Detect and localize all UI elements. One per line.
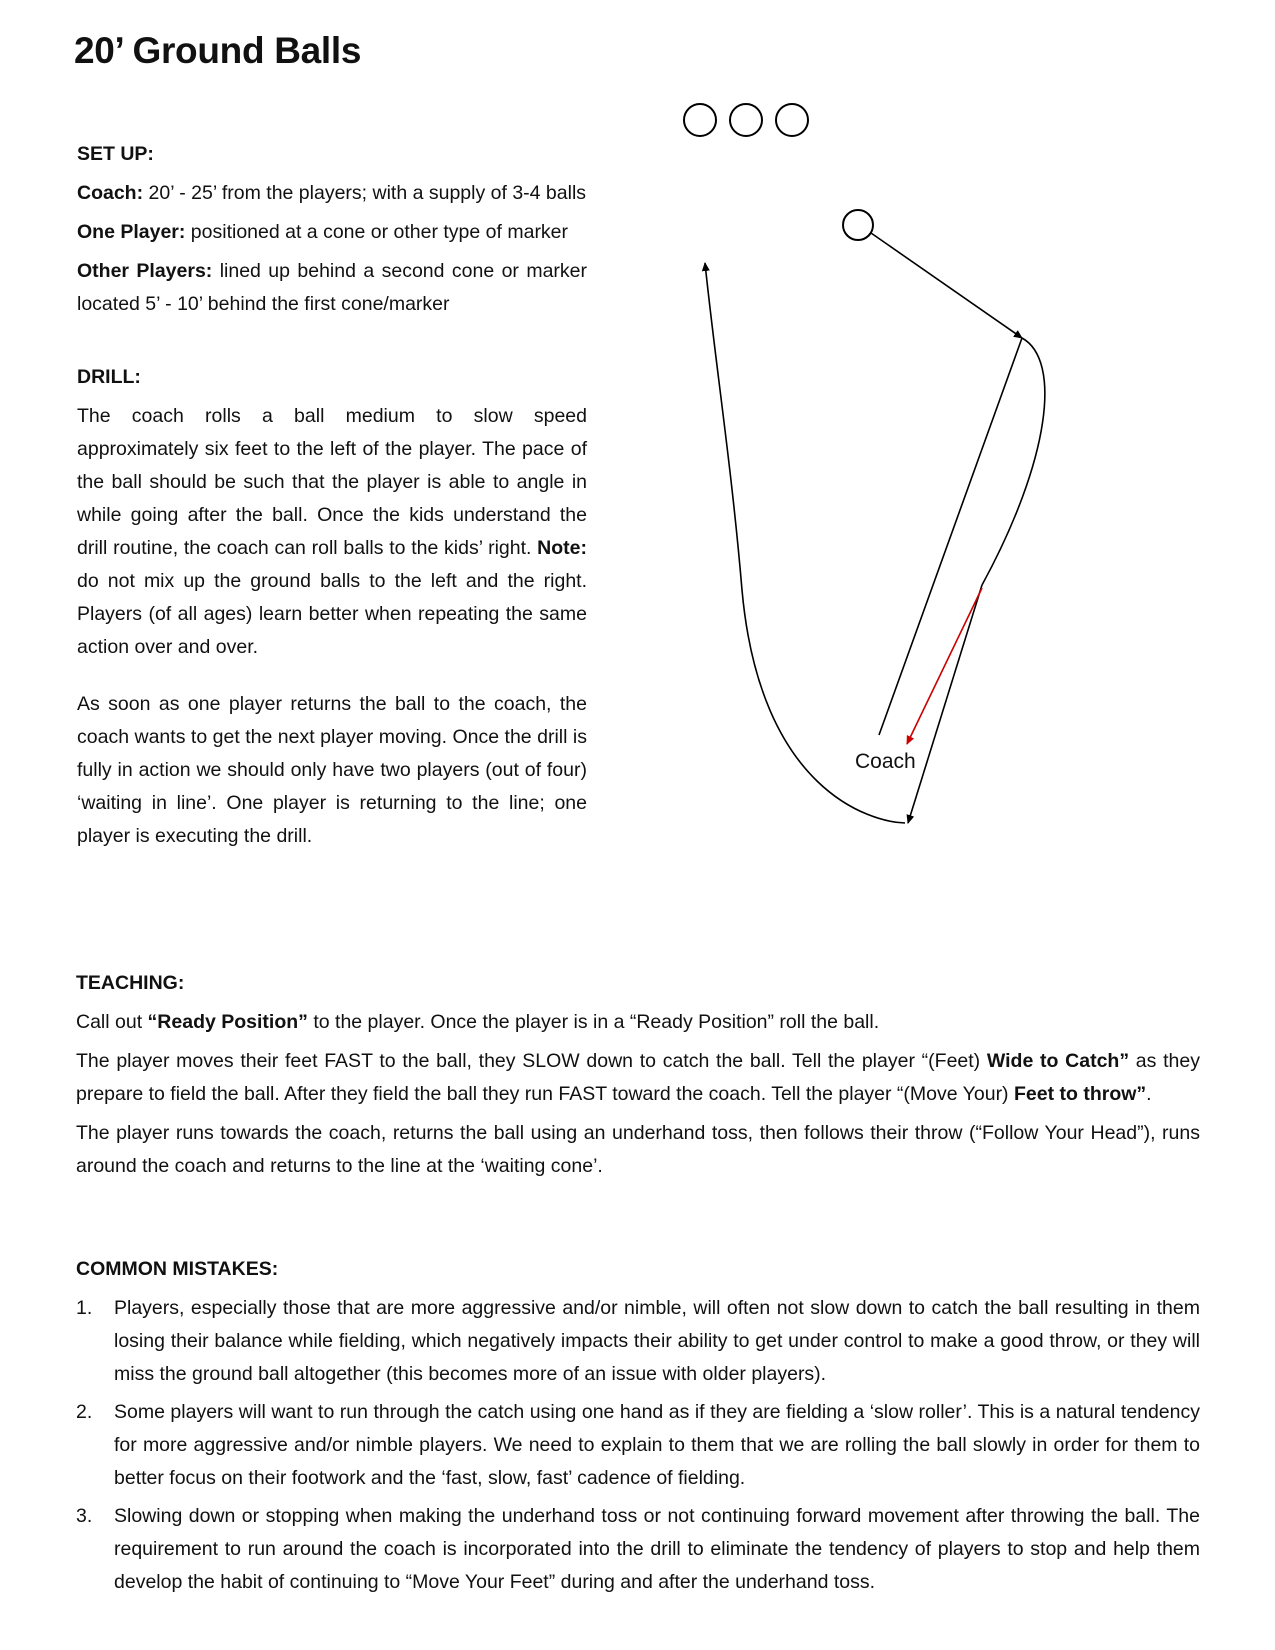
- teaching-p2-a: The player moves their feet FAST to the ball, they SLOW down to catch the ball. Tell the player “(Feet): [76, 1050, 987, 1072]
- page-title: 20’ Ground Balls: [74, 30, 362, 71]
- coach-label: Coach: [855, 750, 916, 773]
- setup-heading: SET UP:: [77, 143, 154, 165]
- list-item: [76, 1500, 1200, 1599]
- waiting-line-player-2: [730, 104, 762, 136]
- list-item-text: Some players will want to run through the catch using one hand as if they are fielding a ‘slow roller’. This is a natural tendency for more aggressive and/or nimble players. We need to explain to them that we are rolling the ball slowly in order for them to better focus on their footwork and the ‘fast, slow, fast’ cadence of fielding.: [114, 1401, 1200, 1489]
- list-item-text: Players, especially those that are more aggressive and/or nimble, will often not slow down to catch the ball resulting in them losing their balance while fielding, which negatively impacts their ability to get under control to make a good throw, or they will miss the ground ball altogether (this becomes more of an issue with older players).: [114, 1297, 1200, 1385]
- drill-p1-b: do not mix up the ground balls to the left and the right. Players (of all ages) learn better when repeating the same action over and over.: [77, 570, 587, 658]
- teaching-p1-a: Call out: [76, 1011, 148, 1033]
- teaching-p2-c: as they prepare to field the ball. After they field the ball they run FAST toward the coach. Tell the player “(Move Your): [76, 1050, 1200, 1105]
- setup-coach-text: 20’ - 25’ from the players; with a supply of 3-4 balls: [143, 182, 587, 204]
- drill-p1-a: The coach rolls a ball medium to slow speed approximately six feet to the left of the player. The pace of the ball should be such that the player is able to angle in while going after the ball. Once the kids understand the drill routine, the coach can roll balls to the kids’ right.: [77, 405, 587, 559]
- player-run-to-ball-arrow: [871, 233, 1022, 338]
- player-fielding-path: [982, 338, 1045, 585]
- setup-one-player-label: One Player:: [77, 221, 186, 243]
- underhand-toss-arrow: [907, 588, 982, 744]
- drill-p1-note: Note:: [537, 537, 587, 559]
- active-player: [843, 210, 873, 240]
- waiting-line-player-3: [776, 104, 808, 136]
- setup-one-player-text: positioned at a cone or other type of marker: [185, 221, 569, 243]
- list-item-text: Slowing down or stopping when making the underhand toss or not continuing forward movement after throwing the ball. The requirement to run around the coach is incorporated into the drill to eliminate the tendency of players to stop and help them develop the habit of continuing to “Move Your Feet” during and after the underhand toss.: [114, 1505, 1200, 1593]
- ball-roll-path: [879, 338, 1022, 735]
- teaching-paragraph-3: The player runs towards the coach, returns the ball using an underhand toss, then follows their throw (“Follow Your Head”), runs around the coach and returns to the line at the ‘waiting cone’.: [76, 1122, 1200, 1177]
- list-item: [76, 1396, 1200, 1495]
- teaching-heading: TEACHING:: [76, 972, 185, 994]
- drill-paragraph-2: As soon as one player returns the ball to the coach, the coach wants to get the next player moving. Once the drill is fully in action we should only have two players (out of four) ‘waiting in line’. One player is returning to the line; one player is executing the drill.: [77, 693, 587, 847]
- drill-heading: DRILL:: [77, 366, 141, 388]
- common-mistakes-section: [76, 1253, 1200, 1604]
- return-to-line-arrow: [705, 263, 905, 823]
- waiting-line-player-1: [684, 104, 716, 136]
- teaching-p2-feet: Feet to throw”: [1013, 1083, 1147, 1105]
- teaching-p1-c: to the player. Once the player is in a “Ready Position” roll the ball.: [307, 1011, 880, 1033]
- setup-coach-label: Coach:: [77, 182, 144, 204]
- list-item-number: 2.: [76, 1401, 93, 1423]
- teaching-p2-wide: Wide to Catch”: [986, 1050, 1130, 1072]
- mistakes-list: [76, 1292, 1200, 1599]
- list-item: [76, 1292, 1200, 1391]
- teaching-p2-e: .: [1146, 1083, 1152, 1105]
- mistakes-heading: COMMON MISTAKES:: [76, 1258, 279, 1280]
- list-item-number: 3.: [76, 1505, 93, 1527]
- teaching-p1-ready: “Ready Position”: [147, 1011, 308, 1033]
- setup-other-players-text: lined up behind a second cone or marker located 5’ - 10’ behind the first cone/marker: [77, 260, 587, 315]
- teaching-paragraph-1: [76, 1006, 1200, 1039]
- list-item-number: 1.: [76, 1297, 93, 1319]
- teaching-paragraph-2: [76, 1045, 1200, 1111]
- teaching-section: [76, 967, 1200, 1183]
- setup-other-players-label: Other Players:: [77, 260, 213, 282]
- player-run-to-coach-arrow: [908, 585, 982, 823]
